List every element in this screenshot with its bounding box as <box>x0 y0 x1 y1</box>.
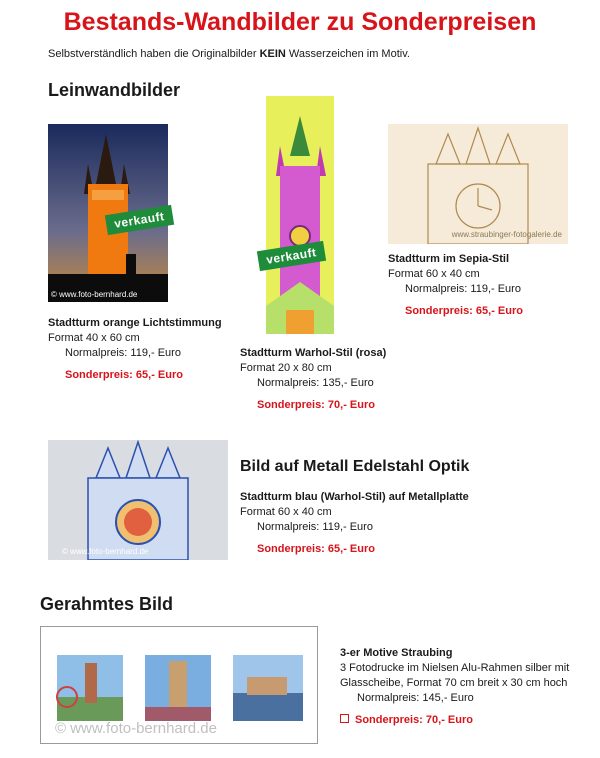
sepia-name: Stadtturm im Sepia-Stil <box>388 253 510 265</box>
orange-sold-badge: verkauft <box>105 205 174 235</box>
intro-bold: KEIN <box>259 48 286 60</box>
warhol-sale-price: Sonderpreis: 70,- Euro <box>257 399 375 411</box>
triptych-watermark: © www.foto-bernhard.de <box>55 720 217 737</box>
sepia-format: Format 60 x 40 cm <box>388 268 480 280</box>
warhol-caption <box>240 346 386 413</box>
framed-triptych-image <box>40 626 318 744</box>
triple-name: 3-er Motive Straubing <box>340 647 453 659</box>
section-heading-canvas: Leinwandbilder <box>48 80 181 100</box>
page-title: Bestands-Wandbilder zu Sonderpreisen <box>63 8 537 36</box>
warhol-format: Format 20 x 80 cm <box>240 362 332 374</box>
section-heading-metal: Bild auf Metall Edelstahl Optik <box>240 458 470 475</box>
blue-format: Format 60 x 40 cm <box>240 506 332 518</box>
blue-caption <box>240 490 469 557</box>
triple-caption <box>340 646 569 728</box>
warhol-tower-image <box>266 96 334 334</box>
orange-caption <box>48 316 222 383</box>
sepia-watermark: www.straubinger-fotogalerie.de <box>451 230 562 239</box>
sepia-normal-price: Normalpreis: 119,- Euro <box>405 283 521 295</box>
orange-watermark: © www.foto-bernhard.de <box>51 290 138 299</box>
checkbox-icon <box>340 714 349 723</box>
blue-tower-image <box>48 440 228 560</box>
blue-name: Stadtturm blau (Warhol-Stil) auf Metallplatte <box>240 491 469 503</box>
sepia-tower-image <box>388 124 568 244</box>
intro-text: Selbstverständlich haben die Originalbilder KEIN Wasserzeichen im Motiv. <box>48 48 410 60</box>
section-heading-framed: Gerahmtes Bild <box>40 594 174 614</box>
orange-format: Format 40 x 60 cm <box>48 332 140 344</box>
orange-name: Stadtturm orange Lichtstimmung <box>48 317 222 329</box>
triple-desc-line1: 3 Fotodrucke im Nielsen Alu-Rahmen silber mit <box>340 662 570 674</box>
blue-normal-price: Normalpreis: 119,- Euro <box>257 521 373 533</box>
orange-normal-price: Normalpreis: 119,- Euro <box>65 347 181 359</box>
warhol-normal-price: Normalpreis: 135,- Euro <box>257 377 374 389</box>
sepia-sale-price: Sonderpreis: 65,- Euro <box>405 305 523 317</box>
sepia-caption <box>388 252 523 319</box>
orange-sale-price: Sonderpreis: 65,- Euro <box>65 369 183 381</box>
triple-sale-price: Sonderpreis: 70,- Euro <box>340 713 569 728</box>
warhol-sold-badge: verkauft <box>257 241 326 271</box>
blue-sale-price: Sonderpreis: 65,- Euro <box>257 543 375 555</box>
blue-watermark: © www.foto-bernhard.de <box>62 547 149 556</box>
warhol-name: Stadtturm Warhol-Stil (rosa) <box>240 347 387 359</box>
triple-desc-line2: Glasscheibe, Format 70 cm breit x 30 cm hoch <box>340 677 568 689</box>
triple-normal-price: Normalpreis: 145,- Euro <box>357 692 474 704</box>
